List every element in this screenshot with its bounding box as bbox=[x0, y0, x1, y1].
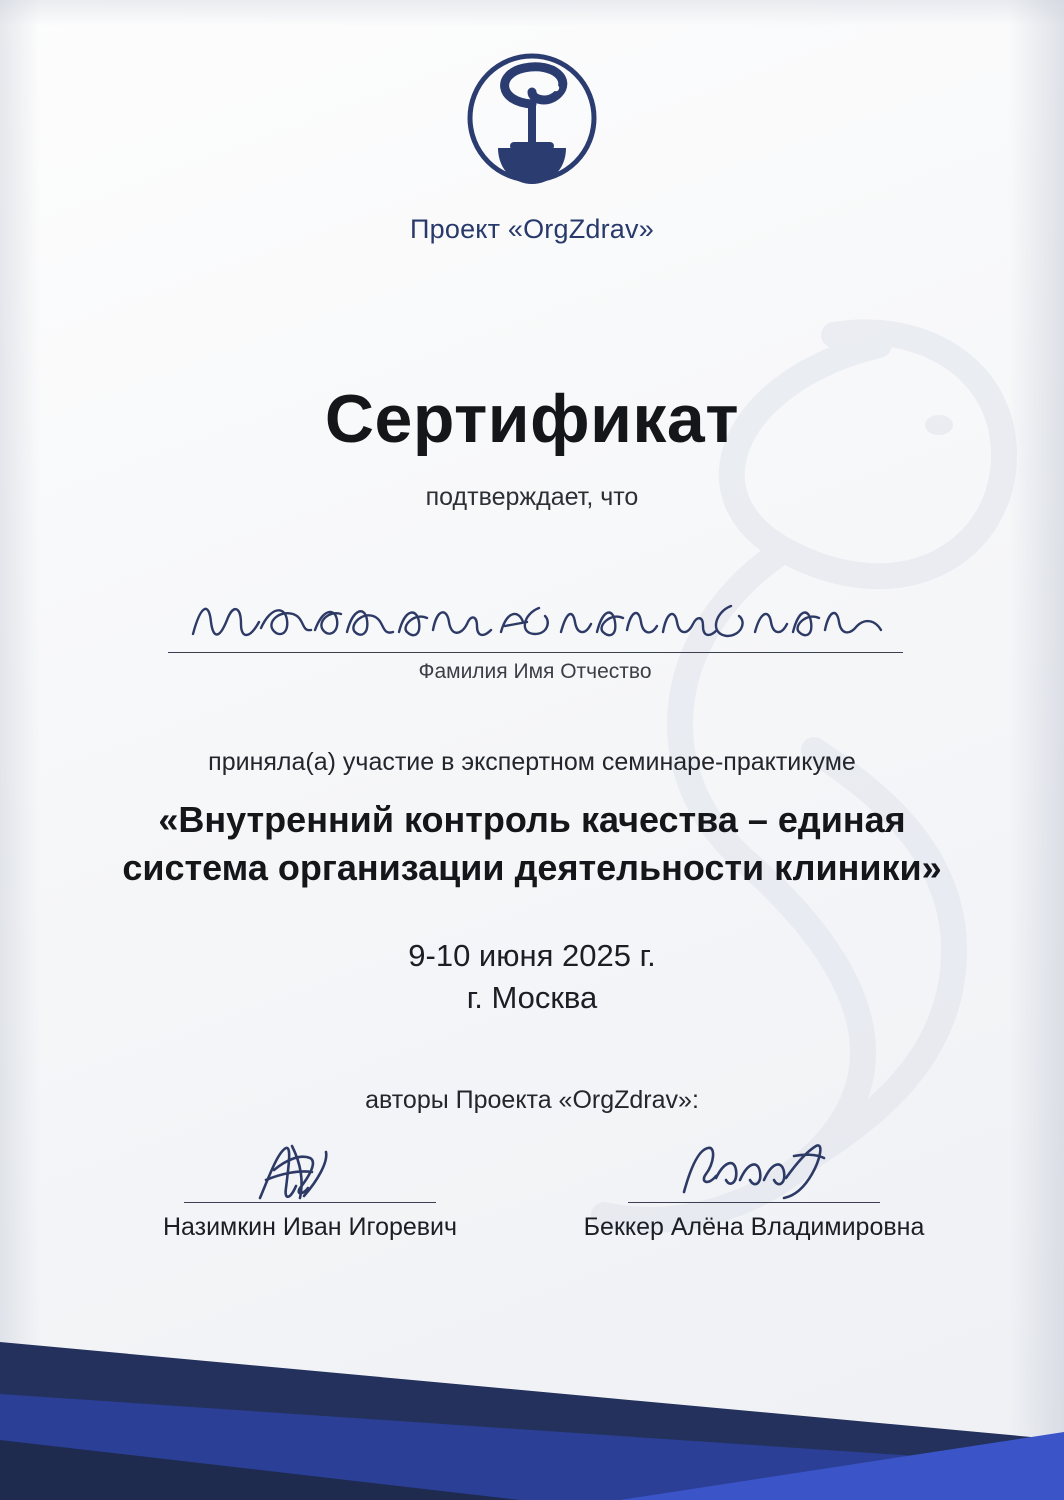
signature-rule-1 bbox=[184, 1202, 436, 1203]
seminar-title bbox=[70, 796, 994, 892]
recipient-handwritten-name bbox=[130, 590, 940, 652]
project-name: Проект «OrgZdrav» bbox=[410, 214, 654, 244]
seminar-title-line-1: «Внутренний контроль качества – единая bbox=[158, 799, 906, 840]
recipient-name-rule bbox=[168, 652, 903, 653]
handwritten-signature-1 bbox=[110, 1140, 510, 1202]
signature-block-1 bbox=[110, 1140, 510, 1242]
signature-block-2 bbox=[554, 1140, 954, 1242]
signer-name-2: Беккер Алёна Владимировна bbox=[583, 1213, 925, 1241]
event-city: г. Москва bbox=[466, 980, 598, 1015]
certificate-header bbox=[0, 44, 1064, 245]
signer-name-1: Назимкин Иван Игоревич bbox=[162, 1213, 458, 1241]
recipient-block bbox=[130, 590, 940, 684]
signature-row bbox=[110, 1140, 954, 1242]
page-title: Сертификат bbox=[324, 381, 740, 457]
handwritten-signature-2 bbox=[554, 1140, 954, 1202]
footer-decoration bbox=[0, 1290, 1064, 1500]
seminar-title-line-2: система организации деятельности клиники» bbox=[122, 846, 942, 888]
paper-edge-shadow-top bbox=[0, 0, 1064, 26]
bowl-of-hygieia-icon bbox=[462, 44, 602, 204]
event-date: 9-10 июня 2025 г. bbox=[408, 938, 656, 973]
authors-label: авторы Проекта «OrgZdrav»: bbox=[365, 1086, 699, 1114]
certificate-subtitle: подтверждает, что bbox=[425, 483, 639, 511]
signature-rule-2 bbox=[628, 1202, 880, 1203]
recipient-name-caption: Фамилия Имя Отчество bbox=[418, 660, 652, 683]
participation-line: приняла(а) участие в экспертном семинаре-практикуме bbox=[208, 748, 856, 776]
